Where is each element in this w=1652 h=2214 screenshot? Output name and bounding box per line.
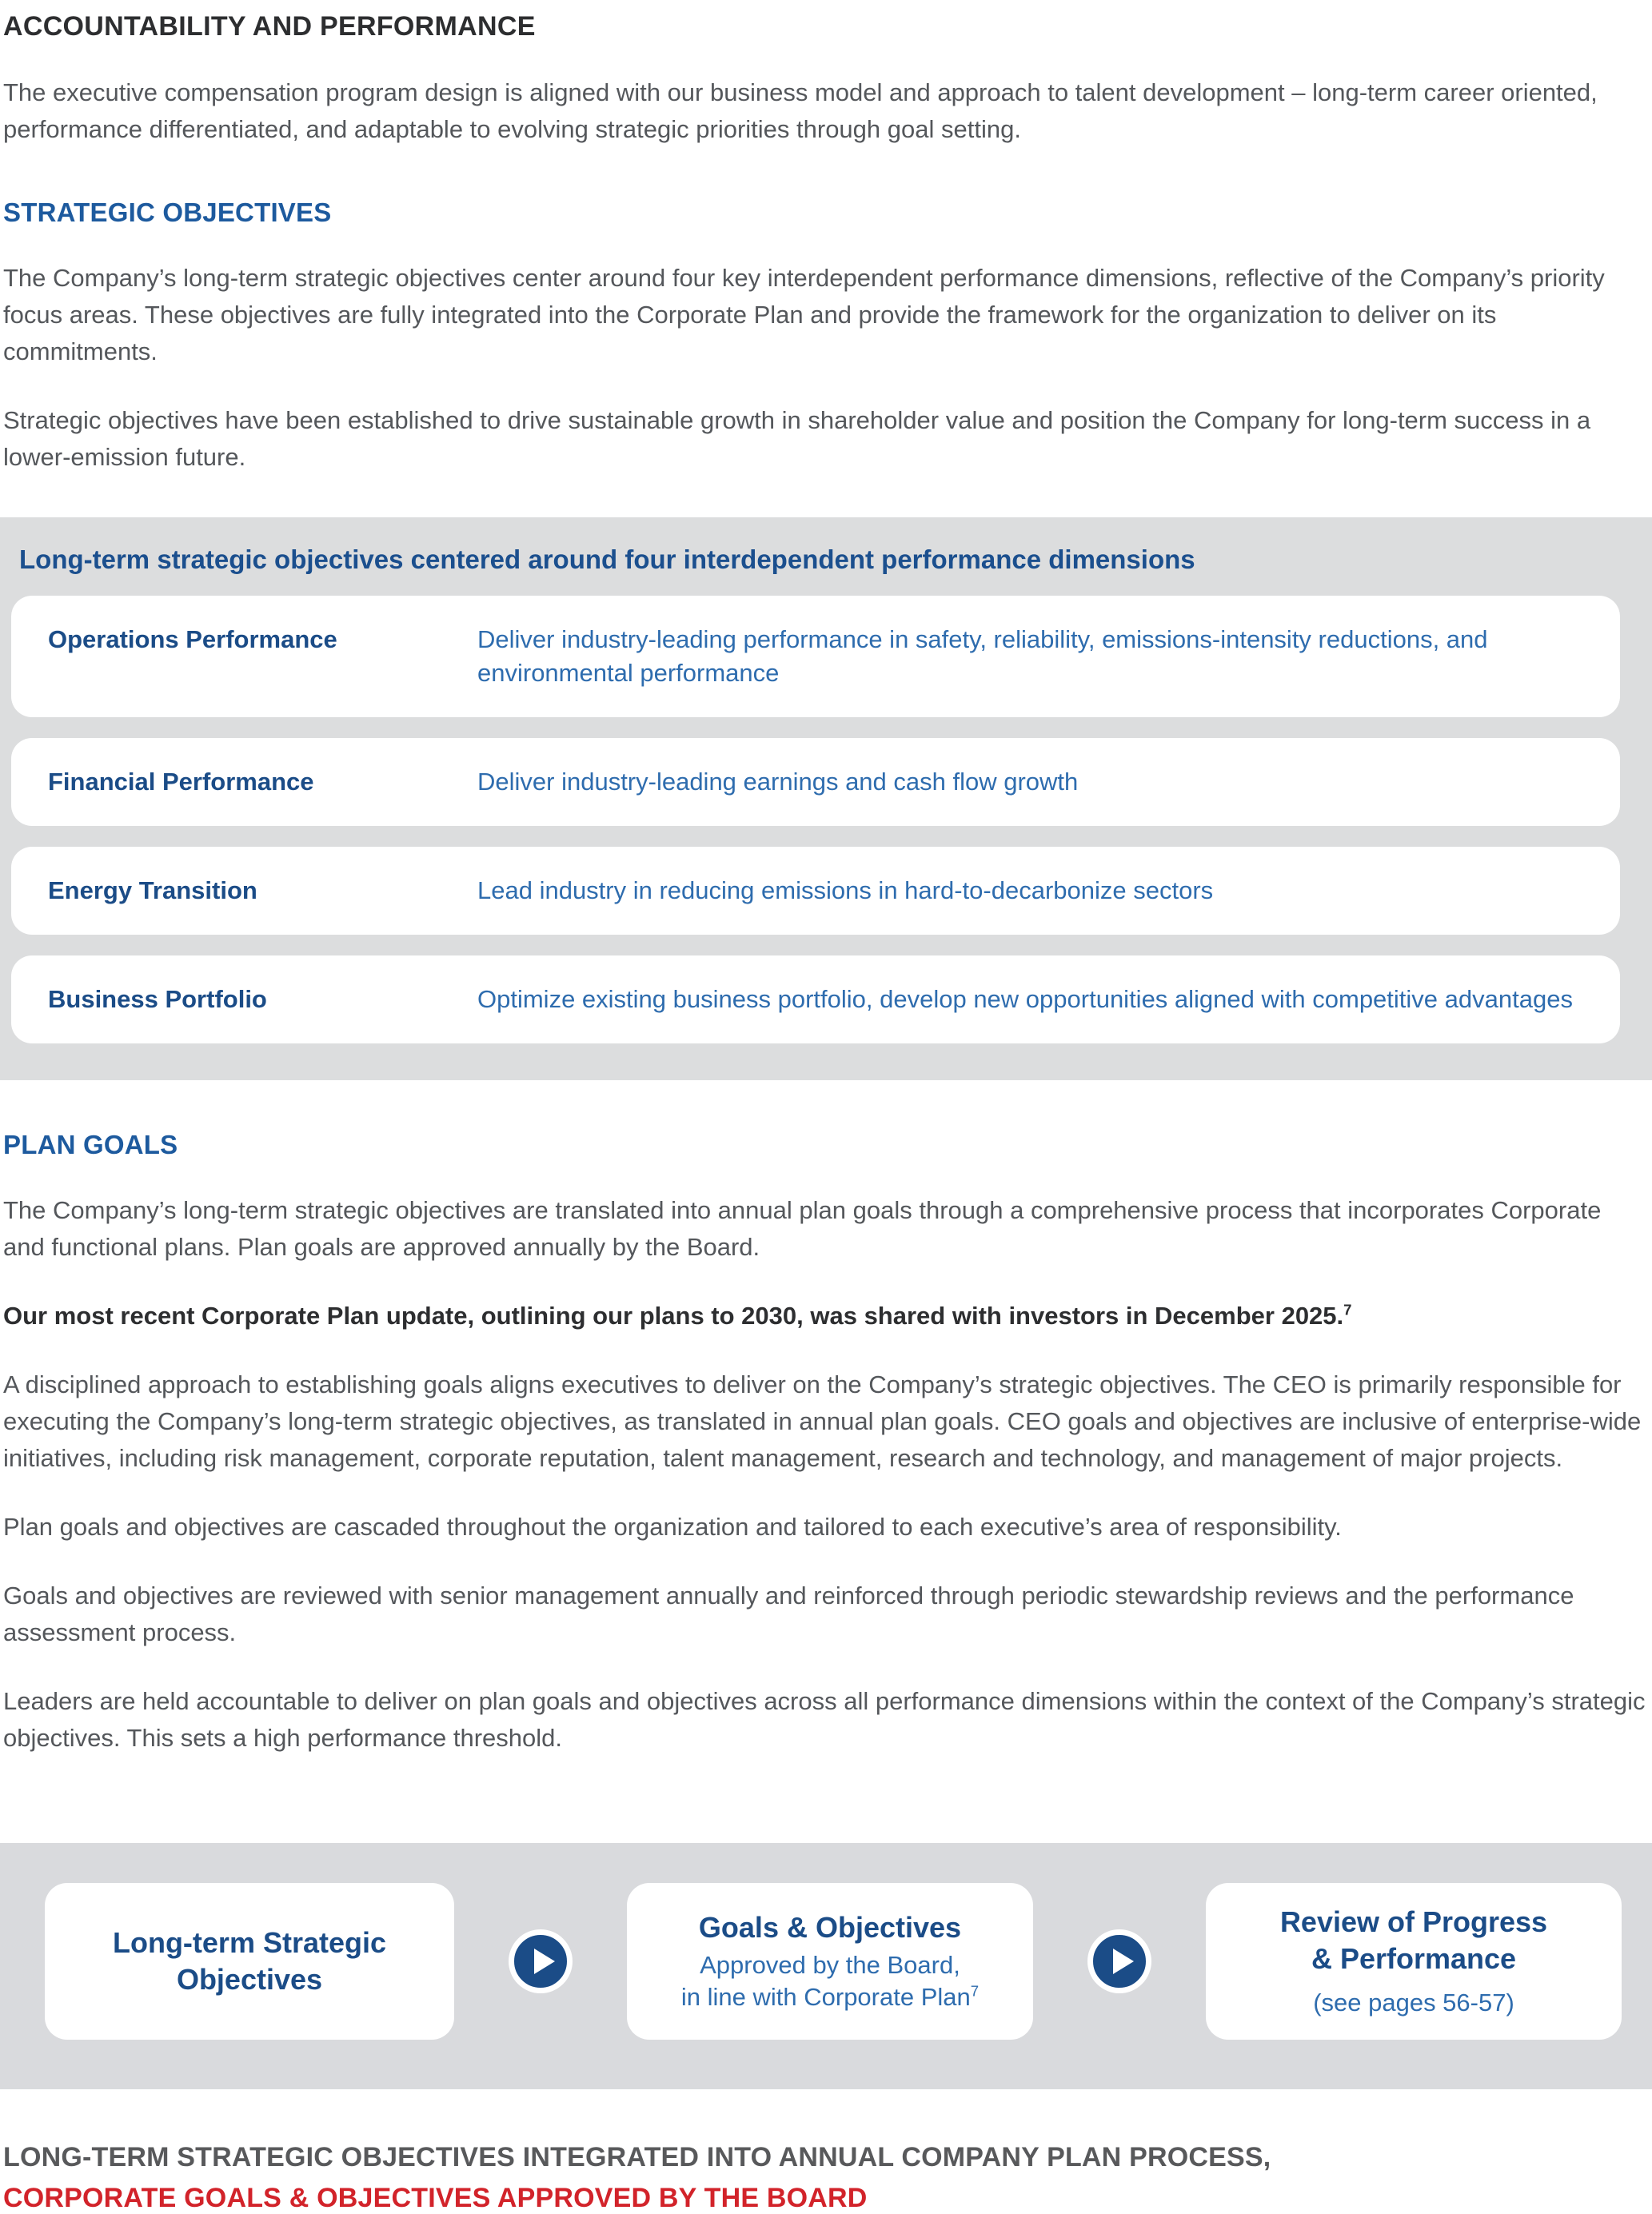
- page-title: ACCOUNTABILITY AND PERFORMANCE: [3, 11, 536, 42]
- flow-subtitle-line: in line with Corporate Plan: [680, 1983, 971, 2011]
- footer-heading-line-2: CORPORATE GOALS & OBJECTIVES APPROVED BY THE BOARD: [3, 2183, 868, 2213]
- plan-goals-heading: PLAN GOALS: [3, 1130, 178, 1159]
- process-flow-band: [0, 1843, 1652, 2089]
- plan-goals-paragraph-2: A disciplined approach to establishing goals aligns executives to deliver on the Company’s strategic objectives. The CEO is primarily responsible for executing the Company’s long-term strategic objectives, as translated in annual plan goals. CEO goals and objectives are inclusive of enterprise-wide initiatives, including risk management, corporate reputation, talent management, research and technology, and management of major projects.: [3, 1370, 1642, 1472]
- footer-heading: [3, 2142, 1647, 2214]
- flow-title-line: & Performance: [1311, 1942, 1517, 1975]
- play-arrow-icon: [509, 1929, 573, 1993]
- objectives-row-description: Deliver industry-leading performance in safety, reliability, emissions-intensity reductions, and environmental performance: [477, 625, 1488, 687]
- plan-goals-paragraph-3: Plan goals and objectives are cascaded throughout the organization and tailored to each executive’s area of responsibility.: [3, 1513, 1342, 1541]
- objectives-panel-title: Long-term strategic objectives centered around four interdependent performance dimensions: [19, 545, 1195, 574]
- intro-paragraph: The executive compensation program design is aligned with our business model and approach to talent development – long-term career oriented, performance differentiated, and adaptable to evolving strategic priorities through goal setting.: [3, 78, 1598, 143]
- flow-step-long-term-strategic-objectives: [45, 1883, 454, 2040]
- strategic-objectives-paragraph-2: Strategic objectives have been established to drive sustainable growth in shareholder value and position the Company for long-term success in a lower-emission future.: [3, 406, 1591, 471]
- flow-step-title: Goals & Objectives: [698, 1911, 962, 1944]
- flow-step-review-of-progress: [1206, 1883, 1622, 2040]
- arrow-right-icon: [534, 1949, 555, 1974]
- play-arrow-icon: [1087, 1929, 1151, 1993]
- flow-step-title: [1280, 1904, 1547, 1977]
- objectives-row-description: Optimize existing business portfolio, develop new opportunities aligned with competitive advantages: [477, 985, 1573, 1013]
- objectives-row-business-portfolio: [11, 955, 1620, 1043]
- objectives-row-operations: [11, 596, 1620, 717]
- strategic-objectives-heading: STRATEGIC OBJECTIVES: [3, 197, 332, 227]
- flow-step-subtitle: [681, 1949, 979, 2013]
- arrow-right-icon: [1113, 1949, 1134, 1974]
- objectives-row-description: Deliver industry-leading earnings and cash flow growth: [477, 768, 1079, 796]
- flow-step-subtitle: (see pages 56-57): [1313, 1989, 1514, 2017]
- objectives-row-label: Energy Transition: [48, 876, 257, 904]
- flow-step-title: [113, 1925, 386, 1998]
- objectives-row-energy-transition: [11, 847, 1620, 935]
- objectives-row-financial: [11, 738, 1620, 826]
- objectives-row-label: Operations Performance: [48, 625, 337, 653]
- objectives-row-description: Lead industry in reducing emissions in hard-to-decarbonize sectors: [477, 876, 1214, 904]
- flow-title-line: Long-term Strategic: [112, 1926, 387, 1959]
- footer-heading-line-1: LONG-TERM STRATEGIC OBJECTIVES INTEGRATED INTO ANNUAL COMPANY PLAN PROCESS,: [3, 2142, 1271, 2172]
- flow-subtitle-line: Approved by the Board,: [700, 1951, 960, 1979]
- objectives-panel: [0, 517, 1652, 1080]
- footnote-reference: 7: [970, 1982, 980, 2000]
- objectives-row-label: Financial Performance: [48, 768, 314, 796]
- plan-goals-highlight: [3, 1298, 1647, 1334]
- flow-step-goals-and-objectives: [627, 1883, 1033, 2040]
- flow-title-line: Review of Progress: [1279, 1905, 1548, 1938]
- flow-arrow-1: [454, 1929, 627, 1993]
- objectives-row-label: Business Portfolio: [48, 985, 267, 1013]
- flow-arrow-2: [1033, 1929, 1206, 1993]
- strategic-objectives-paragraph-1: The Company’s long-term strategic objectives center around four key interdependent performance dimensions, reflective of the Company’s priority focus areas. These objectives are fully integrated into the Corporate Plan and provide the framework for the organization to deliver on its commitments.: [3, 264, 1605, 365]
- plan-goals-paragraph-1: The Company’s long-term strategic objectives are translated into annual plan goals through a comprehensive process that incorporates Corporate and functional plans. Plan goals are approved annually by the Board.: [3, 1196, 1602, 1261]
- footnote-reference: 7: [1343, 1301, 1352, 1318]
- plan-goals-paragraph-5: Leaders are held accountable to deliver on plan goals and objectives across all performance dimensions within the context of the Company’s strategic objectives. This sets a high performance threshold.: [3, 1687, 1646, 1752]
- highlight-text: Our most recent Corporate Plan update, outlining our plans to 2030, was shared with investors in December 2025.: [3, 1302, 1344, 1330]
- plan-goals-paragraph-4: Goals and objectives are reviewed with senior management annually and reinforced through periodic stewardship reviews and the performance assessment process.: [3, 1582, 1574, 1646]
- flow-title-line: Objectives: [176, 1963, 323, 1996]
